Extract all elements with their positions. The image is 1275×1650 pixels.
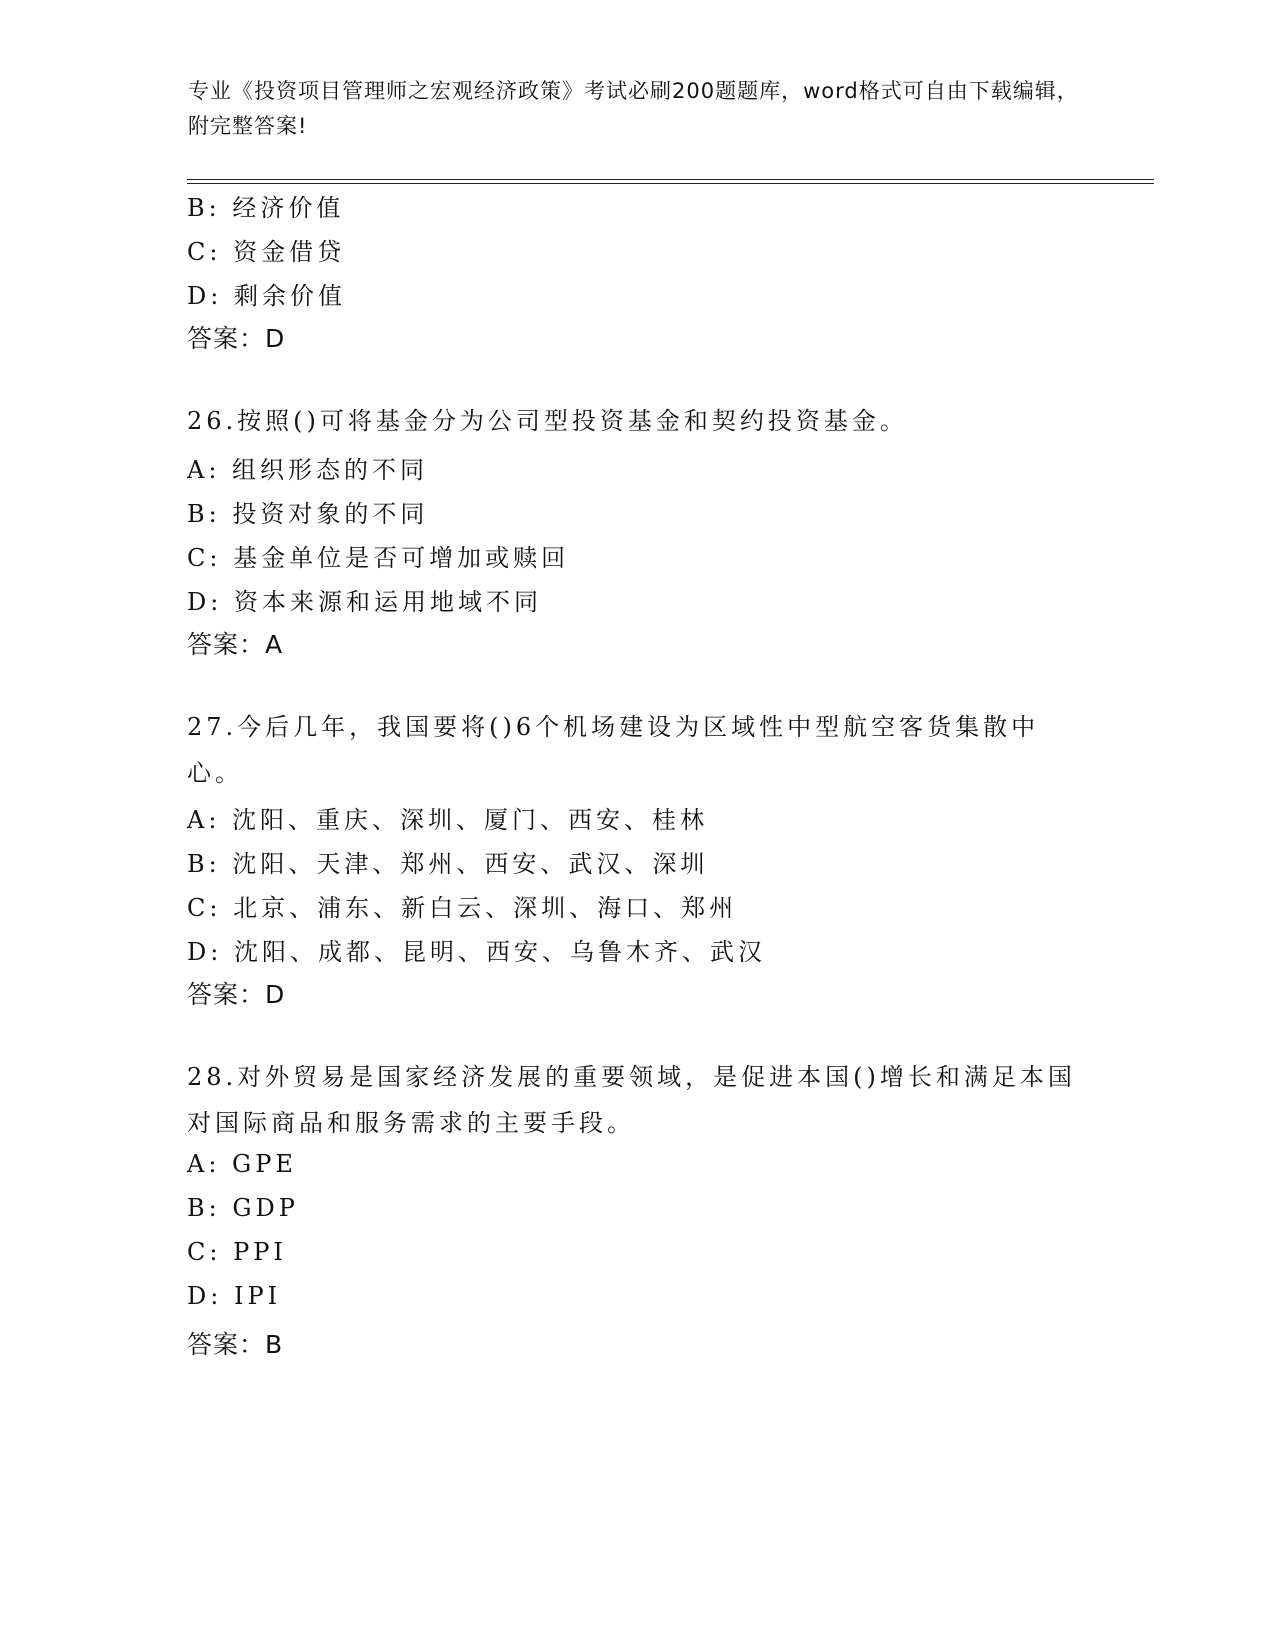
q27-option-a: A: 沈阳、重庆、深圳、厦门、西安、桂林 <box>187 806 709 834</box>
q25-answer: 答案：D <box>187 324 286 353</box>
q27-option-b: B: 沈阳、天津、郑州、西安、武汉、深圳 <box>187 850 709 878</box>
q27-answer: 答案：D <box>187 980 286 1009</box>
q27-option-d: D: 沈阳、成都、昆明、西安、乌鲁木齐、武汉 <box>187 938 766 966</box>
q28-option-b: B: GDP <box>187 1194 299 1222</box>
q28-answer: 答案：B <box>187 1330 284 1359</box>
q26-stem: 26.按照()可将基金分为公司型投资基金和契约投资基金。 <box>187 407 908 435</box>
q26-option-a: A: 组织形态的不同 <box>187 456 429 484</box>
q25-option-b: B: 经济价值 <box>187 194 345 222</box>
q28-option-a: A: GPE <box>187 1150 297 1178</box>
q28-option-c: C: PPI <box>187 1238 287 1266</box>
q26-option-c: C: 基金单位是否可增加或赎回 <box>187 544 570 572</box>
document-header: 专业《投资项目管理师之宏观经济政策》考试必刷200题题库，word格式可自由下载编辑，附完整答案! <box>188 79 1079 138</box>
q25-option-c: C: 资金借贷 <box>187 238 346 266</box>
q26-answer: 答案：A <box>187 630 284 659</box>
q26-option-d: D: 资本来源和运用地域不同 <box>187 588 542 616</box>
header-divider-top <box>187 179 1154 180</box>
q28-option-d: D: IPI <box>187 1282 282 1310</box>
q26-option-b: B: 投资对象的不同 <box>187 500 429 528</box>
q28-stem: 28.对外贸易是国家经济发展的重要领域，是促进本国()增长和满足本国对国际商品和服务需求的主要手段。 <box>187 1063 1076 1137</box>
q25-option-d: D: 剩余价值 <box>187 282 346 310</box>
q27-option-c: C: 北京、浦东、新白云、深圳、海口、郑州 <box>187 894 738 922</box>
q27-stem: 27.今后几年，我国要将()6个机场建设为区域性中型航空客货集散中心。 <box>187 713 1040 787</box>
header-divider-bottom <box>187 183 1154 184</box>
